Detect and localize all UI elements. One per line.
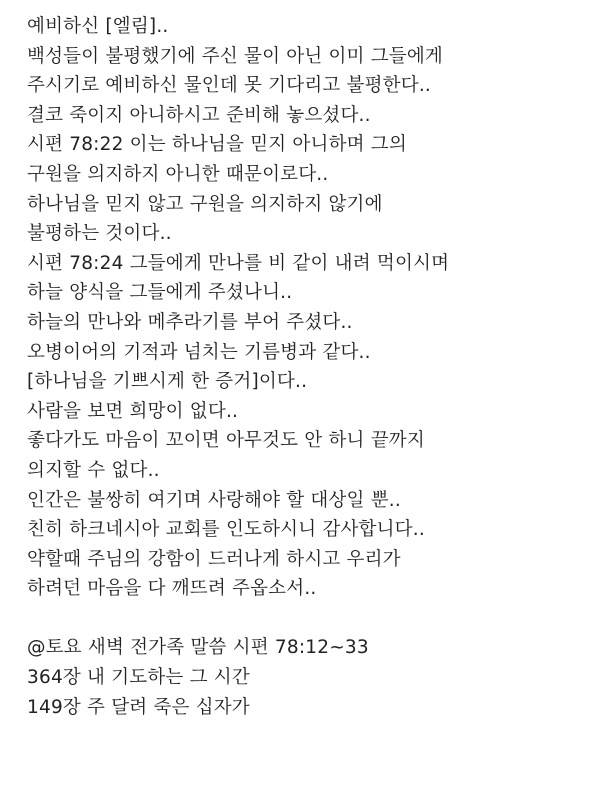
text-line-16: 의지할 수 없다.. [27,459,160,481]
text-line-21: @토요 새벽 전가족 말씀 시편 78:12~33 [27,637,369,659]
text-line-7: 하나님을 믿지 않고 구원을 의지하지 않기에 [27,193,383,215]
text-line-23: 149장 주 달려 죽은 십자가 [27,696,250,718]
text-line-19: 약할때 주님의 강함이 드러나게 하시고 우리가 [27,548,401,570]
text-line-20: 하려던 마음을 다 깨뜨려 주옵소서.. [27,578,317,600]
text-line-22: 364장 내 기도하는 그 시간 [27,667,250,689]
text-line-4: 결코 죽이지 아니하시고 준비해 놓으셨다.. [27,104,371,126]
text-line-10: 하늘 양식을 그들에게 주셨나니.. [27,282,293,304]
text-line-2: 백성들이 불평했기에 주신 물이 아닌 이미 그들에게 [27,45,443,67]
text-line-6: 구원을 의지하지 아니한 때문이로다.. [27,163,329,185]
text-line-14: 사람을 보면 희망이 없다.. [27,400,239,422]
text-line-15: 좋다가도 마음이 꼬이면 아무것도 안 하니 끝까지 [27,430,425,452]
text-line-9: 시편 78:24 그들에게 만나를 비 같이 내려 먹이시며 [27,252,450,274]
text-line-18: 친히 하크네시아 교회를 인도하시니 감사합니다.. [27,519,425,541]
text-line-13: [하나님을 기쁘시게 한 증거]이다.. [27,371,308,393]
text-line-11: 하늘의 만나와 메추라기를 부어 주셨다.. [27,311,353,333]
blank-line [27,604,600,634]
text-line-12: 오병이어의 기적과 넘치는 기름병과 같다.. [27,341,371,363]
text-line-8: 불평하는 것이다.. [27,223,172,245]
text-line-17: 인간은 불쌍히 여기며 사랑해야 할 대상일 뿐.. [27,489,401,511]
text-line-5: 시편 78:22 이는 하나님을 믿지 아니하며 그의 [27,134,407,156]
text-line-3: 주시기로 예비하신 물인데 못 기다리고 불평한다.. [27,75,431,97]
text-line-1: 예비하신 [엘림].. [27,16,169,37]
